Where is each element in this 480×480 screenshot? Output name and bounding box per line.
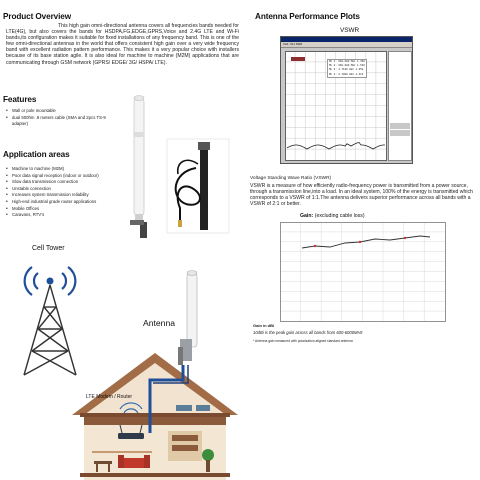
gain-caption: 10dBi is the peak gain across all bands from 600-6000MHz [253,330,363,335]
performance-title: Antenna Performance Plots [255,12,360,21]
application-item: • Mobile Offices [6,206,124,213]
house-icon [72,353,238,480]
vswr-marker-table [327,59,367,78]
features-list [6,108,116,128]
application-item: • Unstable connection [6,186,124,193]
applications-list [6,166,124,219]
gain-title [300,213,365,219]
router-icon [118,433,144,439]
marker-row: Mk 2: 960.000 MHz 1.530 [329,64,365,68]
application-item: • Machine to machine (M2M) [6,166,124,173]
gain-chart [280,222,446,322]
cell-tower-label: Cell Tower [32,245,65,252]
overview-text: This high gain omni-directional antenna covers all frequencies bands needed for LTE(4G), but also covers the bands for HSDPA,FG,EDGE,GPRS,Voice and 2.4G LTE and Wi-Fi bands,its configuration makes it suitable for fixed installations of any frequency band. This is one of the few omni-directional antennas in the world that offers consistent high gain over a very wide frequency band with excellent radiation pattern performance. This makes it a very popular choice with installers because of its base station agile. It is also ideal for machine to machine (M2M) applications that are communicating through GSM network (GPRS/ EDGE/ 3G/ HSPA/ LTE). [6,23,239,66]
gain-note: * Antenna gain measured with polarization aligned standard antenna [253,339,353,343]
overview-title: Product Overview [3,12,72,21]
application-item: • Increases system transmission reliability [6,192,124,199]
antenna-cable-photo [166,138,230,234]
feature-item: • dual 500hm .8 meters cable (SMA and 2pcs TS-9 adapter) [6,115,116,128]
features-title: Features [3,95,37,104]
marker-row: Mk 3: 1.7100 GHz 1.358 [329,68,364,72]
vswr-title: VSWR [340,27,360,34]
antenna-label: Antenna [143,318,176,328]
gain-marker [314,245,316,247]
gain-marker [404,237,406,239]
vswr-side-panel [388,51,412,161]
gain-title-bold: Gain: [300,213,314,219]
application-item: • Caravans, RTV's [6,212,124,219]
vswr-text: VSWR is a measure of how efficiently radio-frequency power is transmitted from a power source, through a transmission line,into a load. In an ideal system, 100% of the energy is transmitted which corresponds to a VSWR of 1:1.The antenna delivers superior performance across all bands with a VSWR of 2:1 or better. [250,183,473,208]
vswr-heading: Voltage Standing Wave Ratio (VSWR) [250,176,332,181]
antenna-photo [118,92,166,240]
vswr-marker-legend [291,57,305,61]
cell-tower-icon [24,285,76,375]
marker-row: Mk 4: 2.7000 GHz 1.413 [329,72,364,76]
gain-marker [359,241,361,243]
vswr-plot-window [280,36,413,164]
gain-unit-label: Gain in dBi [253,323,275,328]
gain-title-rest: (excluding cable loss) [314,213,365,219]
application-item: • Poor data signal reception (indoor or outdoor) [6,173,124,180]
vswr-window-toolbar [281,42,412,48]
marker-row: Mk 1: 698.000 MHz 1.366 [329,60,365,63]
application-item: • Slow data transmission connection [6,179,124,186]
feature-item: • Wall or pole mountable [6,108,116,115]
antenna-icon [187,273,197,347]
applications-title: Application areas [3,150,70,159]
installation-diagram [0,255,250,480]
application-item: • High-end industrial grade router applications [6,199,124,206]
vswr-window-title: CH1: S11 SWR [283,42,303,46]
modem-label: LTE Modem / Router [86,394,133,400]
